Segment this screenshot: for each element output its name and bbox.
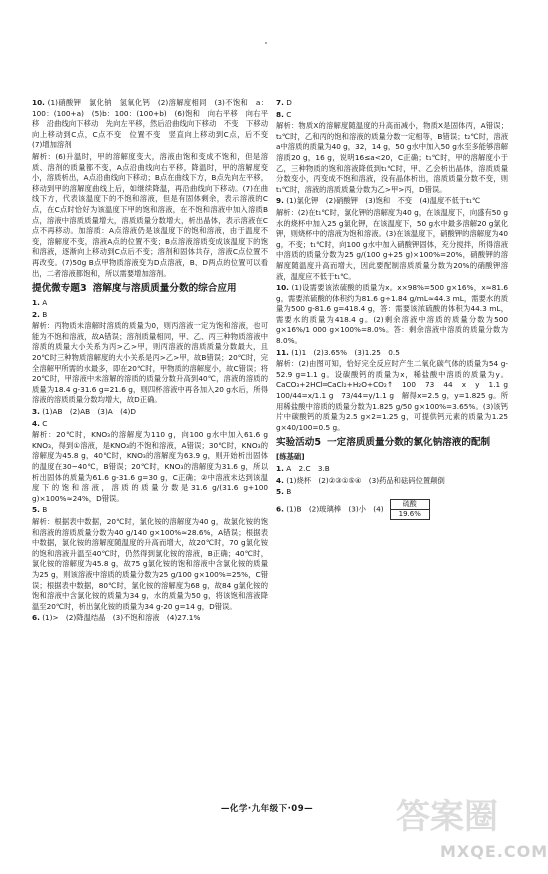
question-number: 8. <box>276 109 284 119</box>
answer-text: A 2.C 3.B <box>286 464 330 473</box>
answer-item <box>32 613 268 624</box>
answer-explanation <box>32 321 268 406</box>
answer-item <box>276 110 508 121</box>
left-column <box>32 98 276 625</box>
answer-explanation <box>32 430 268 504</box>
answer-item <box>276 476 508 487</box>
answer-item <box>276 499 508 520</box>
label-line-2: 19.6% <box>391 509 429 519</box>
answer-explanation <box>32 152 268 279</box>
section-title: 溶解度与溶质质量分数的综合应用 <box>92 283 237 295</box>
answer-text: (1)1 (2)3.65% (3)1.25 0.5 <box>291 347 400 357</box>
answer-text: A <box>42 298 48 308</box>
answer-text: (1)> (2)降温结晶 (3)不饱和溶液 (4)27.1% <box>42 613 201 623</box>
practice-tag: [练基础] <box>276 452 305 462</box>
section-heading <box>276 436 508 450</box>
answer-text: 解析：根据表中数据，20℃时，氯化铵的溶解度为40 g，故氯化铵的饱和溶液的溶质质量分数为40 g/140 g×100%≈28.6%，A错误；根据表中数据，氯化铵的溶解度随温度的升高而增大，故20℃时，70 g氯化铵的饱和溶液升温至40℃时，仍然得到氯化铵的溶液，B正确；40℃时，氯化铵的溶解度为45.8 g，故75 g氯化铵的饱和溶液中含氯化铵的质量为25 g，则该溶液中溶质的质量分数为25 g/100 g×100%=25%，C错误；根据表中数据，80℃时，氯化铵的溶解度为68 g，故84 g氯化铵的饱和溶液中含氯化铵的质量为34 g，水的质量为50 g，将该饱和溶液降温至20℃时，析出氯化铵的质量为34 g-20 g=14 g，D错误。 <box>32 516 268 611</box>
answer-text: (1)B (2)玻璃棒 (3)小 (4) <box>286 504 384 514</box>
answer-text: (1)设需要该浓硫酸的质量为x。x×98%=500 g×16%，x≈81.6 g，需要浓硫酸的体积约为81.6 g÷1.84 g/mL≈44.3 mL，需要水的质量为500 g-81.6 g=418.4 g，答：需要该浓硫酸的体积为44.3 mL，需要水的质量为418.4 g。(2)剩余溶液中溶质的质量分数为500 g×16%/1 000 g×100%=8.0%。答：剩余溶液中溶质的质量分数为8.0%。 <box>276 283 508 346</box>
question-number: 5. <box>276 487 284 497</box>
question-number: 11. <box>276 347 289 357</box>
answer-explanation <box>32 517 268 612</box>
answer-item <box>276 348 508 359</box>
question-number: 6. <box>276 504 284 514</box>
answer-text: C <box>42 418 48 428</box>
question-number: 4. <box>276 475 284 485</box>
answer-item <box>276 98 508 109</box>
question-number: 5. <box>32 505 40 515</box>
answer-text: 解析：物质X的溶解度随温度的升高而减小，物质X是固体丙，A错误；t₂℃时，乙和丙的饱和溶液的质量分数一定相等，B错误；t₂℃时，溶液a中溶质的质量为40 g，32，14 g，50 g水中加入50 g水至多能够溶解溶质20 g，16 g，说明16≤a<20，C正确；t₁℃时，甲的溶解度小于乙，三种物质的饱和溶液降低到t₁℃时，甲、乙会析出晶体，溶质质量分数变小，丙变成不饱和溶液，没有晶体析出，溶质质量分数不变，则t₁℃时，溶液的溶质质量分数为乙>甲>丙，D错误。 <box>276 121 508 194</box>
answer-text: (1)硝酸钾 氯化钠 氢氧化钙 (2)溶解度相同 (3)不饱和 a：100：(100+a) (5)b：100：(100+b) (6)饱和 向右平移 向右平移 沿曲线向下移动 先向左平移，然后沿曲线向下移动 不变 下移动向上移动到C点，C点不变 位置不变 竖直向上移动到C点，后不变 (7)增加溶剂 <box>32 98 276 150</box>
question-number: 7. <box>276 98 284 107</box>
section-label: 实验活动5 <box>276 437 322 449</box>
answer-text: (1)氯化钾 (2)硝酸钾 (3)饱和 不变 (4)温度不低于t₁℃ <box>286 196 481 206</box>
section-label: 提优微专题3 <box>32 283 87 295</box>
question-number: 10. <box>32 98 45 107</box>
answer-text: 解析：(2)由图可知，恰好完全反应时产生二氧化碳气体的质量为54 g-52.9 g=1.1 g。设碳酸钙的质量为x，稀盐酸中溶质的质量为y。CaCO₃+2HCl═CaCl₂+H₂O+CO₂↑ 100 73 44 x y 1.1 g 100/44=x/1.1 g 73/44=y/1.1 g 解得x=2.5 g，y=1.825 g。所用稀盐酸中溶质的质量分数为1.825 g/50 g×100%=3.65%。(3)该钙片中碳酸钙的质量为2.5 g×2=1.25 g，可提供钙元素的质量为1.25 g×40/100=0.5 g。 <box>276 359 516 432</box>
answer-text: B <box>42 309 48 319</box>
answer-text: 解析：(2)在t₁℃时，氯化钾的溶解度为40 g，在该温度下，向盛有50 g水的烧杯中加入25 g氯化钾，在该温度下，50 g水中最多溶解20 g氯化钾，则烧杯中的溶液为饱和溶液。(3)在该温度下，硝酸钾的溶解度为40 g，不变；t₁℃时，向100 g水中加入硝酸钾固体，充分搅拌，所得溶液中溶质的质量分数为25 g/(100 g+25 g)×100%=20%，硝酸钾的溶解度随温度升高而增大，因此要配制溶质质量分数为20%的硝酸钾溶液，温度应不低于t₁℃。 <box>276 207 508 281</box>
question-number: 1. <box>276 464 284 473</box>
right-column <box>276 98 516 521</box>
section-title: 一定溶质质量分数的氯化钠溶液的配制 <box>327 437 491 449</box>
section-heading <box>32 282 268 296</box>
question-number: 9. <box>276 196 284 206</box>
answer-item <box>276 487 508 498</box>
watermark-url: MXQE.COM <box>440 842 548 861</box>
answer-item <box>276 196 508 207</box>
answer-item <box>276 283 508 347</box>
question-number: 3. <box>32 407 40 417</box>
watermark-logo: 答案圈 <box>396 797 498 837</box>
answer-text: 解析：(6)升温时，甲的溶解度变大，溶液由饱和变成不饱和，但是溶质、溶剂的质量都不变，A点沿曲线向右平移，降温时，甲的溶解度变小，溶质析出，A点沿曲线向下移动；B点在曲线下方，B点先向左平移，移动到甲的溶解度曲线上后，如继续降温，再沿曲线向下移动。(7)在曲线下方，代表该温度下的不饱和溶液，但是有固体剩余，表示溶液的C点，在C点时恰好为该温度下甲的饱和溶液，在不饱和溶液中加入溶质B点，溶液中溶质质量增大，溶质质量分数增大，析出晶体，表示溶液在C点不再移动。加溶质：A点溶液仍是该温度下的饱和溶液，由于温度不变，溶解度不变，溶液A点的位置不变；B点溶液溶质变成该温度下的饱和溶液，逐渐向上移动到C点后不变；溶剂和固体共存，溶液C点位置不再改变。(7)50g B点甲物质溶液变为D点溶液，B、D两点的位置可以看出，二者溶液都饱和，所以需要增加溶剂。 <box>32 151 268 278</box>
answer-text: 解析：丙物质未溶解时溶质的质量为0，则丙溶液一定为饱和溶液，也可能为不饱和溶液，故A错误；溶剂质量相同，甲、乙、丙三种物质溶液中溶质的质量大小关系为丙>乙>甲，则丙溶液的溶质质量分数最大，且20℃时三种物质溶解度的大小关系是丙>乙>甲，故B错误；20℃时，完全溶解甲所需的水最多，即在20℃时，甲物质的溶解度小，故C错误；将20℃时，甲溶液中未溶解的溶质的质量分数升高到40℃，溶液的溶质的质量为18.4 g-31.6 g=21.6 g，则四杯溶液中再各加入20 g水后，所得溶液的溶质质量分数均增大，故D正确。 <box>32 321 268 405</box>
answer-item <box>32 419 268 430</box>
answer-item <box>32 98 276 151</box>
answer-item <box>32 298 268 309</box>
question-number: 10. <box>276 283 289 293</box>
reagent-label-box <box>390 499 430 520</box>
answer-item <box>276 464 508 475</box>
question-number: 1. <box>32 298 40 308</box>
answer-text: C <box>286 109 292 119</box>
answer-text: (1)AB (2)AB (3)A (4)D <box>42 407 137 417</box>
page-footer: —化学·九年级下·09— <box>220 804 314 814</box>
answer-explanation <box>276 359 516 433</box>
answer-text: (1)烧杯 (2)②③①⑤④ (3)药品和砝码位置颠倒 <box>286 475 445 485</box>
answer-text: B <box>286 487 292 497</box>
question-number: 2. <box>32 309 40 319</box>
answer-item <box>32 310 268 321</box>
answer-text: B <box>42 505 48 515</box>
answer-item <box>32 505 268 516</box>
answer-explanation <box>276 208 508 282</box>
question-number: 6. <box>32 613 40 623</box>
decorative-dot <box>265 42 267 44</box>
answer-text: D <box>286 98 292 107</box>
question-number: 4. <box>32 418 40 428</box>
answer-item <box>32 407 268 418</box>
answer-explanation <box>276 121 508 195</box>
label-line-1: 硫酸 <box>402 499 417 508</box>
answer-text: 解析：20℃时，KNO₃的溶解度为110 g，向100 g水中加入61.6 g KNO₃，得到①溶液，是KNO₃的不饱和溶液，A错误；30℃时，KNO₃的溶解度为45.8 g，40℃时，KNO₃的溶解度为63.9 g，则开始析出固体的温度在30~40℃，B错误；20℃时，KNO₃的溶解度为31.6 g，所以析出固体的质量为61.6 g-31.6 g=30 g，C正确；②中溶液未达到该温度下的饱和溶液，溶质的质量分数是31.6 g/(31.6 g+100 g)×100%≈24%，D错误。 <box>32 430 268 503</box>
